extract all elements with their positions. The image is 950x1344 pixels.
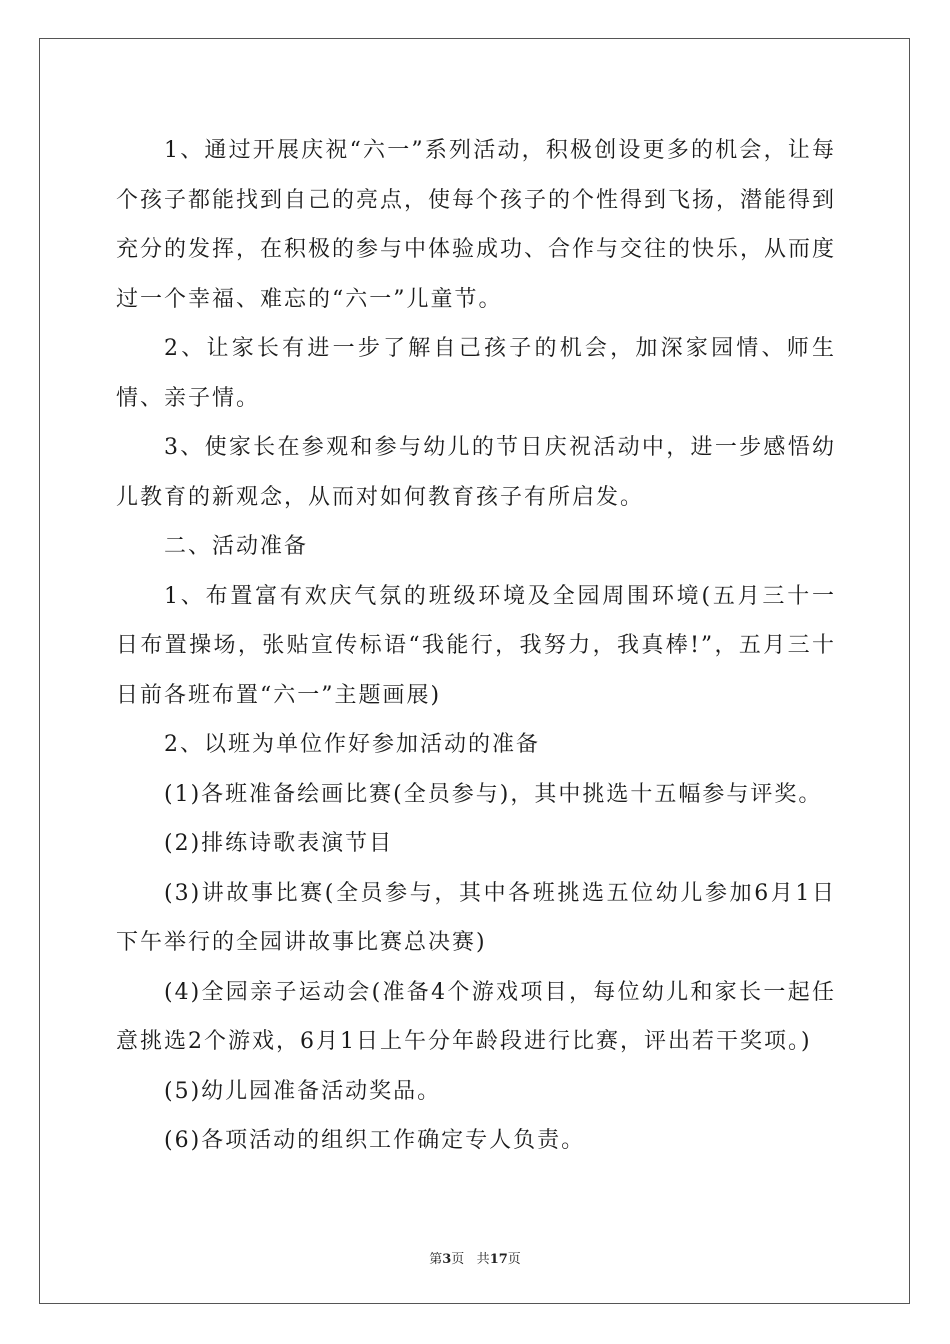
document-body: [116, 126, 836, 1166]
total-pages-suffix: 页: [507, 1252, 521, 1267]
page-number-prefix: 第: [429, 1252, 443, 1267]
paragraph-goal-3: 3、使家长在参观和参与幼儿的节日庆祝活动中，进一步感悟幼儿教育的新观念，从而对如何教育孩子有所启发。: [116, 435, 836, 510]
page-number: 3: [442, 1252, 452, 1267]
list-item-prep-sub-1: (1)各班准备绘画比赛(全员参与)，其中挑选十五幅参与评奖。: [164, 781, 823, 807]
paragraph-goal-2: 2、让家长有进一步了解自己孩子的机会，加深家园情、师生情、亲子情。: [116, 336, 836, 411]
total-pages-prefix: 共: [476, 1252, 490, 1267]
list-item-prep-sub-3: (3)讲故事比赛(全员参与，其中各班挑选五位幼儿参加6月1日下午举行的全园讲故事比赛总决赛): [116, 880, 836, 955]
list-item-prep-sub-6: (6)各项活动的组织工作确定专人负责。: [164, 1128, 586, 1153]
section-heading-preparation: 二、活动准备: [164, 534, 309, 559]
paragraph-goal-1: 1、通过开展庆祝“六一”系列活动，积极创设更多的机会，让每个孩子都能找到自己的亮点，使每个孩子的个性得到飞扬，潜能得到充分的发挥，在积极的参与中体验成功、合作与交往的快乐，从而度过一个幸福、难忘的“六一”儿童节。: [116, 138, 837, 312]
paragraph-prep-1: 1、布置富有欢庆气氛的班级环境及全园周围环境(五月三十一日布置操场，张贴宣传标语“我能行，我努力，我真棒!”，五月三十日前各班布置“六一”主题画展): [116, 583, 836, 708]
page-number-suffix: 页: [451, 1252, 465, 1267]
paragraph-prep-2: 2、以班为单位作好参加活动的准备: [164, 732, 540, 757]
list-item-prep-sub-2: (2)排练诗歌表演节目: [164, 831, 394, 856]
list-item-prep-sub-5: (5)幼儿园准备活动奖品。: [164, 1078, 442, 1104]
list-item-prep-sub-4: (4)全园亲子运动会(准备4个游戏项目，每位幼儿和家长一起任意挑选2个游戏，6月1日上午分年龄段进行比赛，评出若干奖项。): [116, 979, 836, 1054]
page-footer: [0, 1248, 950, 1267]
total-pages: 17: [489, 1252, 508, 1267]
